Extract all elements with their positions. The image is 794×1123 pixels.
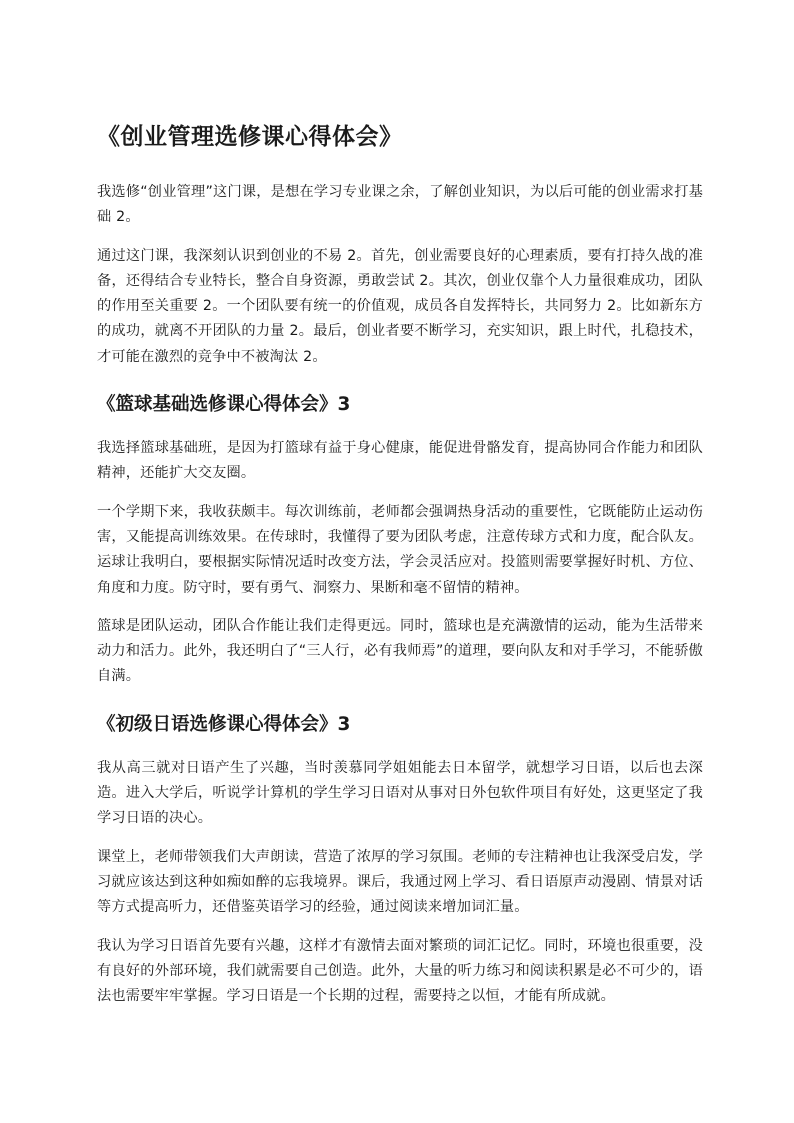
section-basketball bbox=[97, 391, 703, 690]
paragraph: 一个学期下来，我收获颇丰。每次训练前，老师都会强调热身活动的重要性，它既能防止运动伤害，又能提高训练效果。在传球时，我懂得了要为团队考虑，注意传球方式和力度，配合队友。运球让我明白，要根据实际情况适时改变方法，学会灵活应对。投篮则需要掌握好时机、方位、角度和力度。防守时，要有勇气、洞察力、果断和毫不留情的精神。 bbox=[97, 503, 703, 596]
paragraph: 篮球是团队运动，团队合作能让我们走得更远。同时，篮球也是充满激情的运动，能为生活带来动力和活力。此外，我还明白了“三人行，必有我师焉”的道理，要向队友和对手学习，不能骄傲自满。 bbox=[97, 617, 703, 685]
paragraph: 我选修“创业管理”这门课，是想在学习专业课之余，了解创业知识，为以后可能的创业需求打基础 2。 bbox=[97, 184, 703, 226]
document-page bbox=[97, 120, 703, 1022]
document-title: 《创业管理选修课心得体会》 bbox=[97, 124, 403, 150]
paragraph: 课堂上，老师带领我们大声朗读，营造了浓厚的学习氛围。老师的专注精神也让我深受启发，学习就应该达到这种如痴如醉的忘我境界。课后，我通过网上学习、看日语原声动漫剧、情景对话等方式提高听力，还借鉴英语学习的经验，通过阅读来增加词汇量。 bbox=[97, 848, 703, 916]
paragraph: 我认为学习日语首先要有兴趣，这样才有激情去面对繁琐的词汇记忆。同时，环境也很重要，没有良好的外部环境，我们就需要自己创造。此外，大量的听力练习和阅读积累是必不可少的，语法也需要牢牢掌握。学习日语是一个长期的过程，需要持之以恒，才能有所成就。 bbox=[97, 937, 703, 1005]
section-heading: 《篮球基础选修课心得体会》3 bbox=[97, 394, 351, 416]
paragraph: 通过这门课，我深刻认识到创业的不易 2。首先，创业需要良好的心理素质，要有打持久战的准备，还得结合专业特长，整合自身资源，勇敢尝试 2。其次，创业仅靠个人力量很难成功，团队的作用至关重要 2。一个团队要有统一的价值观，成员各自发挥特长，共同努力 2。比如新东方的成功，就离不开团队的力量 2。最后，创业者要不断学习，充实知识，跟上时代，扎稳技术，才可能在激烈的竞争中不被淘汰 2。 bbox=[97, 247, 703, 365]
paragraph: 我选择篮球基础班，是因为打篮球有益于身心健康，能促进骨骼发育，提高协同合作能力和团队精神，还能扩大交友圈。 bbox=[97, 440, 703, 482]
paragraph: 我从高三就对日语产生了兴趣，当时羡慕同学姐姐能去日本留学，就想学习日语，以后也去深造。进入大学后，听说学计算机的学生学习日语对从事对日外包软件项目有好处，这更坚定了我学习日语的决心。 bbox=[97, 759, 703, 827]
section-heading: 《初级日语选修课心得体会》3 bbox=[97, 713, 351, 735]
section-entrepreneurship bbox=[97, 180, 703, 370]
section-japanese bbox=[97, 711, 703, 1010]
